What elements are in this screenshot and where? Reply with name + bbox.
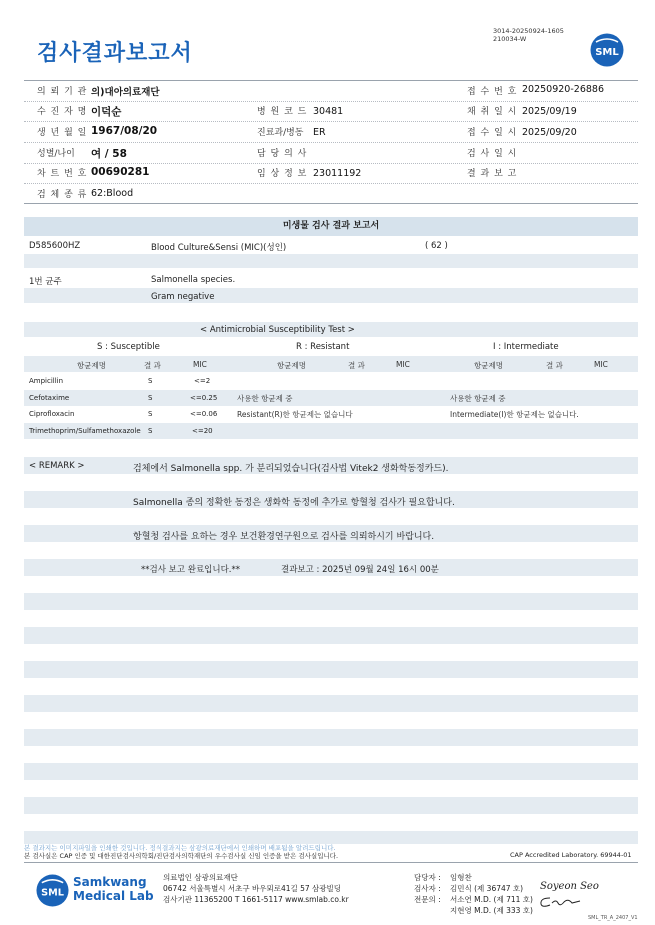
test-code: D585600HZ bbox=[29, 241, 81, 251]
print-notice: 본 결과지는 이미지파일을 인쇄한 것입니다. 정식결과지는 삼광의료재단에서 인쇄하며 배포됨을 알려드립니다. bbox=[24, 844, 336, 852]
info-rule bbox=[24, 183, 638, 184]
drug-name: Ciprofloxacin bbox=[29, 410, 75, 418]
resistant-note-1: 사용한 항균제 중 bbox=[237, 394, 293, 403]
dept-label: 진료과/병동 bbox=[257, 128, 304, 138]
drug-result: S bbox=[148, 377, 153, 385]
col-result-2: 결 과 bbox=[348, 361, 365, 370]
col-drug-3: 항균제명 bbox=[474, 361, 503, 370]
resistant-note-2: Resistant(R)한 항균제는 없습니다 bbox=[237, 410, 353, 419]
logo-text: SML bbox=[595, 47, 619, 58]
org-name: 의료법인 삼광의료재단 bbox=[163, 873, 238, 882]
org-address: 06742 서울특별시 서초구 바우뫼로41길 57 삼광빌딩 bbox=[163, 884, 342, 893]
row-band bbox=[24, 661, 638, 678]
chart-no-label: 차 트 번 호 bbox=[37, 169, 88, 179]
specialist-2: 지현영 M.D. (제 333 호) bbox=[450, 906, 533, 915]
row-band bbox=[24, 254, 638, 268]
manager-name: 임형찬 bbox=[450, 873, 472, 882]
specialist-label: 전문의 : bbox=[414, 895, 441, 904]
brand-line-1: Samkwang bbox=[73, 875, 147, 889]
test-date-label: 검 사 일 시 bbox=[467, 149, 518, 159]
info-rule bbox=[24, 101, 638, 102]
specimen-value: 62:Blood bbox=[91, 188, 134, 199]
col-mic-1: MIC bbox=[193, 360, 207, 369]
signature-2 bbox=[538, 894, 582, 910]
clinical-info-value: 23011192 bbox=[313, 168, 362, 179]
birth-value: 1967/08/20 bbox=[91, 125, 158, 137]
collection-date-value: 2025/09/19 bbox=[522, 106, 577, 117]
dept-value: ER bbox=[313, 127, 326, 138]
col-drug-2: 항균제명 bbox=[277, 361, 306, 370]
gram-stain: Gram negative bbox=[151, 292, 215, 302]
row-band bbox=[24, 695, 638, 712]
receipt-date-value: 2025/09/20 bbox=[522, 127, 577, 138]
birth-label: 생 년 월 일 bbox=[37, 128, 88, 138]
test-name: Blood Culture&Sensi (MIC)(성인) bbox=[151, 243, 287, 253]
doctor-label: 담 당 의 사 bbox=[257, 149, 308, 159]
remark-label: < REMARK > bbox=[29, 461, 85, 471]
test-specimen: ( 62 ) bbox=[425, 241, 448, 251]
ast-title: < Antimicrobial Susceptibility Test > bbox=[200, 325, 355, 335]
row-band bbox=[24, 729, 638, 746]
legend-resistant: R : Resistant bbox=[296, 342, 350, 352]
receipt-no-value: 20250920-26886 bbox=[522, 84, 605, 95]
legend-susceptible: S : Susceptible bbox=[97, 342, 160, 352]
drug-mic: <=0.06 bbox=[190, 410, 218, 418]
legend-intermediate: I : Intermediate bbox=[493, 342, 559, 352]
row-band bbox=[24, 763, 638, 780]
clinical-info-label: 임 상 정 보 bbox=[257, 169, 308, 179]
row-band bbox=[24, 288, 638, 303]
info-rule bbox=[24, 142, 638, 143]
row-band bbox=[24, 797, 638, 814]
info-rule bbox=[24, 121, 638, 122]
drug-name: Ampicillin bbox=[29, 377, 64, 385]
drug-mic: <=0.25 bbox=[190, 394, 218, 402]
drug-mic: <=2 bbox=[194, 377, 211, 385]
report-complete: **검사 보고 완료입니다.** bbox=[141, 565, 241, 575]
row-band bbox=[24, 593, 638, 610]
footer-brand bbox=[73, 875, 154, 903]
tester-name: 김민식 (제 36747 호) bbox=[450, 884, 524, 893]
col-mic-2: MIC bbox=[396, 360, 410, 369]
remark-line-1: 검체에서 Salmonella spp. 가 분리되었습니다(검사법 Vitek2 생화학동정카드). bbox=[133, 464, 449, 474]
info-rule bbox=[24, 163, 638, 164]
remark-line-3: 항혈청 검사를 요하는 경우 보건환경연구원으로 검사를 의뢰하시기 바랍니다. bbox=[133, 532, 435, 542]
col-drug-1: 항균제명 bbox=[77, 361, 106, 370]
specialist-1: 서소연 M.D. (제 711 호) bbox=[450, 895, 533, 904]
intermediate-note-1: 사용한 항균제 중 bbox=[450, 394, 506, 403]
org-contact: 검사기관 11365200 T 1661-5117 www.smlab.co.kr bbox=[163, 895, 349, 904]
sex-age-label: 성별/나이 bbox=[37, 149, 75, 159]
signature-1: Soyeon Seo bbox=[540, 881, 599, 892]
report-time: 결과보고 : 2025년 09월 24일 16시 00분 bbox=[281, 565, 439, 575]
hospital-code-value: 30481 bbox=[313, 106, 344, 117]
drug-mic: <=20 bbox=[192, 427, 213, 435]
col-result-3: 결 과 bbox=[546, 361, 563, 370]
sex-age-value: 여 / 58 bbox=[91, 148, 127, 160]
drug-name: Cefotaxime bbox=[29, 394, 70, 402]
form-code: SML_TR_A_2407_V1 bbox=[588, 915, 638, 921]
manager-label: 담당자 : bbox=[414, 873, 441, 882]
chart-no-value: 00690281 bbox=[91, 166, 150, 178]
receipt-date-label: 접 수 일 시 bbox=[467, 128, 518, 138]
report-title: 검사결과보고서 bbox=[37, 41, 193, 66]
footer-sml-logo bbox=[36, 874, 69, 907]
drug-result: S bbox=[148, 394, 153, 402]
info-bottom-rule bbox=[24, 203, 638, 204]
collection-date-label: 채 취 일 시 bbox=[467, 107, 518, 117]
patient-name-value: 이덕순 bbox=[91, 106, 122, 118]
section-title: 미생물 검사 결과 보고서 bbox=[24, 217, 638, 236]
receipt-no-label: 접 수 번 호 bbox=[467, 87, 518, 97]
accreditation-notice: 본 검사실은 CAP 인증 및 대한진단검사의학회/진단검사의학재단의 우수검사실 신임 인증을 받은 검사실입니다. bbox=[24, 852, 339, 860]
specimen-label: 검 체 종 류 bbox=[37, 190, 88, 200]
footer-logo-text: SML bbox=[41, 887, 64, 899]
brand-line-2: Medical Lab bbox=[73, 889, 154, 903]
document-id bbox=[493, 27, 564, 43]
requester-label: 의 뢰 기 관 bbox=[37, 87, 88, 97]
tester-label: 검사자 : bbox=[414, 884, 441, 893]
isolate-label: 1번 균주 bbox=[29, 277, 62, 287]
sml-logo bbox=[590, 33, 624, 67]
drug-name: Trimethoprim/Sulfamethoxazole bbox=[29, 427, 141, 435]
intermediate-note-2: Intermediate(I)한 항균제는 없습니다. bbox=[450, 410, 579, 419]
remark-line-2: Salmonella 종의 정확한 동정은 생화학 동정에 추가로 항혈청 검사가 필요합니다. bbox=[133, 498, 455, 508]
document-id-line-1: 3014-20250924-1605 bbox=[493, 27, 564, 35]
requester-value: 의)대아의료재단 bbox=[91, 87, 160, 98]
drug-result: S bbox=[148, 427, 153, 435]
col-result-1: 결 과 bbox=[144, 361, 161, 370]
cap-accreditation: CAP Accredited Laboratory. 69944-01 bbox=[510, 851, 632, 859]
org-info bbox=[163, 872, 349, 905]
document-id-line-2: 210034-W bbox=[493, 35, 527, 43]
patient-name-label: 수 진 자 명 bbox=[37, 107, 88, 117]
col-mic-3: MIC bbox=[594, 360, 608, 369]
result-report-label: 결 과 보 고 bbox=[467, 169, 518, 179]
row-band bbox=[24, 390, 638, 406]
row-band bbox=[24, 627, 638, 644]
info-top-rule bbox=[24, 80, 638, 81]
organism-name: Salmonella species. bbox=[151, 275, 236, 285]
drug-result: S bbox=[148, 410, 153, 418]
hospital-code-label: 병 원 코 드 bbox=[257, 107, 308, 117]
footer-rule bbox=[24, 862, 638, 863]
